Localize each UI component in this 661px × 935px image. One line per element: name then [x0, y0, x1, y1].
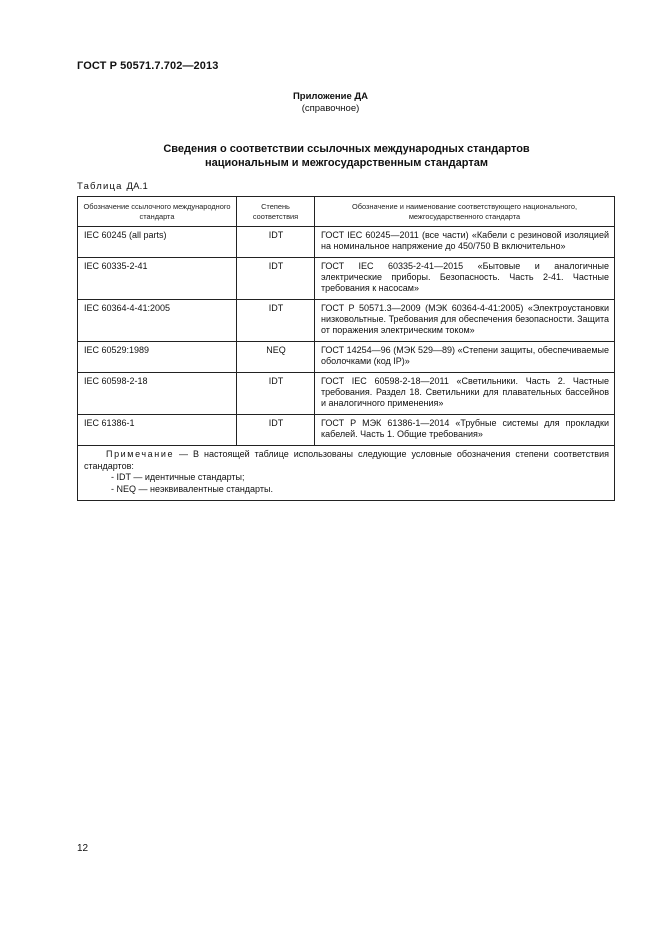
cell-intl-standard: IEC 60529:1989 — [78, 342, 237, 373]
table-row — [78, 227, 615, 258]
table-note-row — [78, 446, 615, 501]
table-row — [78, 258, 615, 300]
table-caption — [77, 181, 148, 192]
column-header-intl-standard: Обозначение ссылочного международного стандарта — [78, 197, 237, 227]
cell-national-standard: ГОСТ Р МЭК 61386-1—2014 «Трубные системы для прокладки кабелей. Часть 1. Общие требования» — [315, 415, 615, 446]
note-text: — В настоящей таблице использованы следующие условные обозначения степени соответствия стандартов: — [84, 449, 609, 471]
appendix-subtitle: (справочное) — [301, 103, 360, 114]
note-lead — [84, 449, 609, 472]
table-caption-prefix: Таблица — [77, 181, 123, 192]
table-row — [78, 415, 615, 446]
cell-national-standard: ГОСТ 14254—96 (МЭК 529—89) «Степени защиты, обеспечиваемые оболочками (код IP)» — [315, 342, 615, 373]
appendix-heading — [0, 91, 661, 115]
cell-national-standard: ГОСТ IEC 60335-2-41—2015 «Бытовые и аналогичные электрические приборы. Безопасность. Часть 2-41. Частные требования к насосам» — [315, 258, 615, 300]
page-number: 12 — [77, 843, 89, 854]
cell-degree: NEQ — [237, 342, 315, 373]
appendix-title: Приложение ДА — [292, 91, 369, 102]
standard-code-header: ГОСТ Р 50571.7.702—2013 — [77, 60, 219, 72]
note-item-idt: - IDT — идентичные стандарты; — [111, 472, 245, 482]
cell-degree: IDT — [237, 373, 315, 415]
document-title-line-1: Сведения о соответствии ссылочных международных стандартов — [163, 143, 530, 155]
table-row — [78, 300, 615, 342]
cell-national-standard: ГОСТ IEC 60598-2-18—2011 «Светильники. Часть 2. Частные требования. Раздел 18. Светильники для плавательных бассейнов и аналогичного применения» — [315, 373, 615, 415]
column-header-degree: Степень соответствия — [237, 197, 315, 227]
document-title — [60, 143, 633, 170]
cell-intl-standard: IEC 60598-2-18 — [78, 373, 237, 415]
document-title-line-2: национальным и межгосударственным стандартам — [205, 156, 488, 169]
cell-intl-standard: IEC 61386-1 — [78, 415, 237, 446]
cell-intl-standard: IEC 60245 (all parts) — [78, 227, 237, 258]
cell-national-standard: ГОСТ Р 50571.3—2009 (МЭК 60364-4-41:2005) «Электроустановки низковольтные. Требования для обеспечения безопасности. Защита от поражения электрическим током» — [315, 300, 615, 342]
column-header-national-standard: Обозначение и наименование соответствующего национального, межгосударственного стандарта — [315, 197, 615, 227]
note-label: Примечание — [106, 449, 175, 459]
cell-intl-standard: IEC 60335-2-41 — [78, 258, 237, 300]
table-row — [78, 373, 615, 415]
cell-degree: IDT — [237, 415, 315, 446]
table-note — [78, 446, 615, 501]
cell-degree: IDT — [237, 258, 315, 300]
note-item-neq: - NEQ — неэквивалентные стандарты. — [111, 483, 273, 494]
table-row — [78, 342, 615, 373]
table-header-row — [78, 197, 615, 227]
cell-degree: IDT — [237, 227, 315, 258]
table-caption-number: ДА.1 — [126, 181, 148, 192]
cell-degree: IDT — [237, 300, 315, 342]
standards-correspondence-table — [77, 196, 615, 501]
cell-intl-standard: IEC 60364-4-41:2005 — [78, 300, 237, 342]
cell-national-standard: ГОСТ IEC 60245—2011 (все части) «Кабели с резиновой изоляцией на номинальное напряжение до 450/750 В включительно» — [315, 227, 615, 258]
